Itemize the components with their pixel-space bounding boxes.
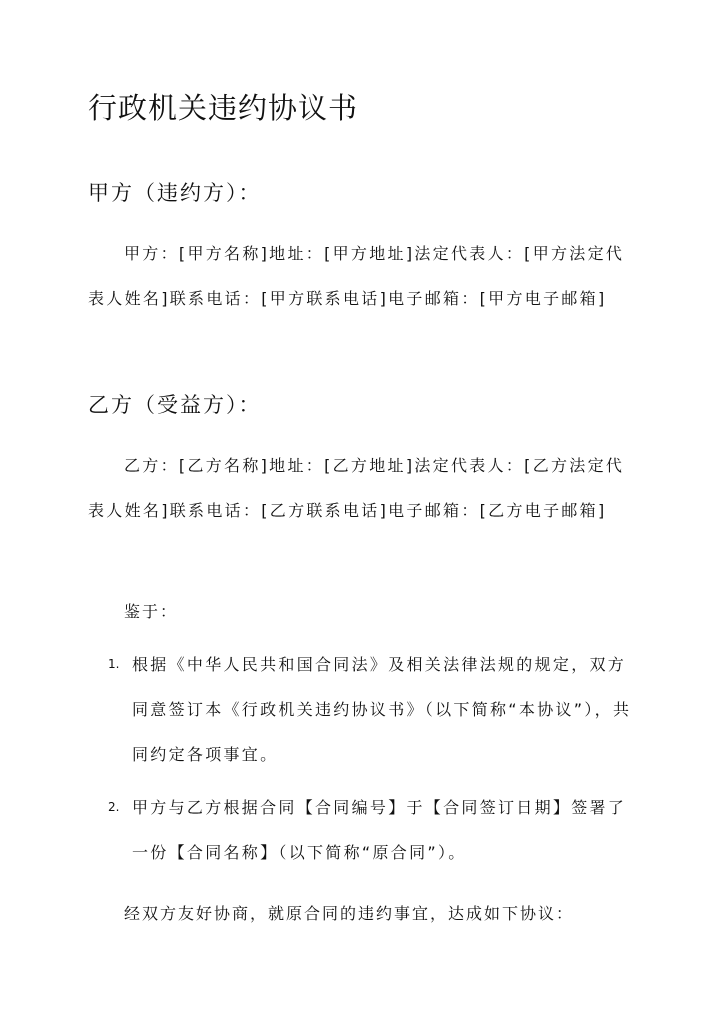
- conclusion-text: 经双方友好协商，就原合同的违约事宜，达成如下协议：: [124, 904, 575, 923]
- party-a-details: 甲方：[甲方名称]地址：[甲方地址]法定代表人：[甲方法定代表人姓名]联系电话：[甲方联系电话]电子邮箱：[甲方电子邮箱]: [88, 244, 625, 308]
- document-title: 行政机关违约协议书: [88, 91, 359, 125]
- list-item-text: 根据《中华人民共和国合同法》及相关法律法规的规定，双方同意签订本《行政机关违约协议书》（以下简称“本协议”），共同约定各项事宜。: [132, 655, 632, 764]
- party-a-heading: 甲方（违约方）：: [88, 181, 262, 205]
- list-item-text: 甲方与乙方根据合同【合同编号】于【合同签订日期】签署了一份【合同名称】（以下简称“原合同”）。: [132, 798, 627, 862]
- party-b-heading: 乙方（受益方）：: [88, 393, 262, 417]
- list-item: [108, 642, 633, 777]
- party-b-details: 乙方：[乙方名称]地址：[乙方地址]法定代表人：[乙方法定代表人姓名]联系电话：[乙方联系电话]电子邮箱：[乙方电子邮箱]: [88, 456, 625, 520]
- whereas-label: 鉴于：: [124, 602, 179, 621]
- list-item: [108, 785, 633, 875]
- list-item-number: 1.: [108, 657, 120, 671]
- list-item-number: 2.: [108, 800, 120, 814]
